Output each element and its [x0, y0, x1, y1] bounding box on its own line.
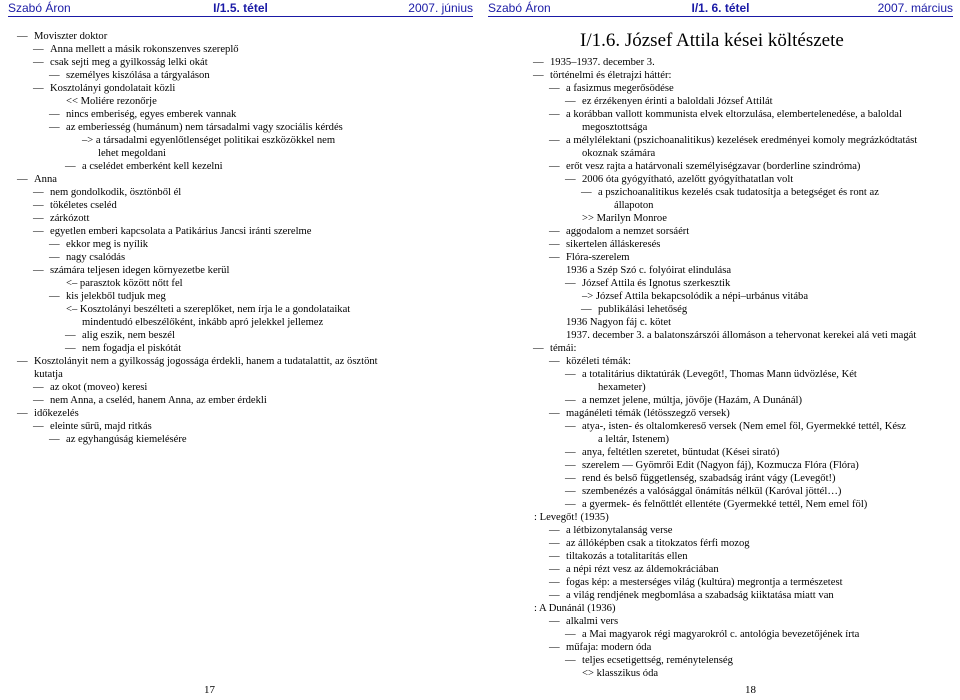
outline-line: — 1935–1937. december 3.	[534, 56, 954, 69]
page-number: 17	[204, 684, 215, 696]
outline-line: lehet megoldani	[98, 148, 166, 159]
outline-line: megosztottsága	[582, 122, 648, 133]
outline-line: — sikertelen álláskeresés	[534, 238, 954, 251]
outline-line: — a totalitárius diktatúrák (Levegőt!, Thomas Mann üdvözlése, Két	[534, 368, 954, 381]
right-page-header	[488, 0, 953, 17]
outline-line: — teljes ecsetigettség, reménytelenség	[534, 654, 954, 667]
page-number: 18	[745, 684, 756, 696]
outline-line: — nem fogadja el piskótát	[18, 342, 468, 355]
outline-line: — szembenézés a valósággal önámítás nélkül (Karóval jöttél…)	[534, 485, 954, 498]
outline-line: hexameter)	[598, 382, 646, 393]
outline-line: — Moviszter doktor	[18, 30, 468, 43]
header-date: 2007. március	[877, 1, 953, 15]
outline-line: –> József Attila bekapcsolódik a népi–urbánus vitába	[582, 291, 809, 302]
outline-line: — az egyhangúság kiemelésére	[18, 433, 468, 446]
header-section: I/1.5. tétel	[213, 1, 268, 15]
outline-line: : A Dunánál (1936)	[534, 603, 616, 614]
outline-line: — fogas kép: a mesterséges világ (kultúra) megrontja a természetest	[534, 576, 954, 589]
outline-line: — ez érzékenyen érinti a baloldali József Attilát	[534, 95, 954, 108]
left-page-outline	[18, 30, 468, 446]
outline-line: — eleinte sűrű, majd ritkás	[18, 420, 468, 433]
outline-line: — Flóra-szerelem	[534, 251, 954, 264]
outline-line: — zárkózott	[18, 212, 468, 225]
header-author: Szabó Áron	[8, 1, 71, 15]
outline-line: — József Attila és Ignotus szerkesztik	[534, 277, 954, 290]
outline-line: — a létbizonytalanság verse	[534, 524, 954, 537]
outline-line: — aggodalom a nemzet sorsáért	[534, 225, 954, 238]
outline-line: — anya, feltétlen szeretet, bűntudat (Kései sirató)	[534, 446, 954, 459]
outline-line: — a cselédet emberként kell kezelni	[18, 160, 468, 173]
outline-line: — történelmi és életrajzi háttér:	[534, 69, 954, 82]
outline-line: — a Mai magyarok régi magyarokról c. antológia bevezetőjének írta	[534, 628, 954, 641]
outline-line: — egyetlen emberi kapcsolata a Patikárius Jancsi iránti szerelme	[18, 225, 468, 238]
outline-line: — nem Anna, a cseléd, hanem Anna, az ember érdekli	[18, 394, 468, 407]
outline-line: — tiltakozás a totalitarítás ellen	[534, 550, 954, 563]
header-section: I/1. 6. tétel	[691, 1, 750, 15]
outline-line: <– parasztok között nőtt fel	[66, 278, 183, 289]
outline-line: — a pszichoanalitikus kezelés csak tudatosítja a betegséget és ront az	[534, 186, 954, 199]
outline-line: <> klasszikus óda	[582, 668, 659, 679]
outline-line: — Kosztolányi gondolatait közli	[18, 82, 468, 95]
header-date: 2007. június	[408, 1, 473, 15]
outline-line: — a korábban vallott kommunista elvek eltorzulása, elembertelenedése, a baloldal	[534, 108, 954, 121]
outline-line: — nem gondolkodik, ösztönből él	[18, 186, 468, 199]
outline-line: — az emberiesség (humánum) nem társadalmi vagy szociális kérdés	[18, 121, 468, 134]
right-page	[480, 0, 960, 700]
outline-line: — atya-, isten- és oltalomkereső versek (Nem emel föl, Gyermekké tettél, Kész	[534, 420, 954, 433]
outline-line: — kis jelekből tudjuk meg	[18, 290, 468, 303]
outline-line: — az állóképben csak a titokzatos férfi mozog	[534, 537, 954, 550]
outline-line: — Kosztolányit nem a gyilkosság jogossága érdekli, hanem a tudatalattit, az ösztönt	[18, 355, 468, 368]
outline-line: — tökéletes cseléd	[18, 199, 468, 212]
outline-line: állapoton	[614, 200, 654, 211]
header-author: Szabó Áron	[488, 1, 551, 15]
outline-line: — a fasizmus megerősödése	[534, 82, 954, 95]
outline-line: <– Kosztolányi beszélteti a szereplőket, nem írja le a gondolataikat	[66, 304, 351, 315]
page-title: I/1.6. József Attila kései költészete	[580, 30, 844, 51]
outline-line: — erőt vesz rajta a határvonali személyiségzavar (borderline szindróma)	[534, 160, 954, 173]
outline-line: — közéleti témák:	[534, 355, 954, 368]
outline-line: — műfaja: modern óda	[534, 641, 954, 654]
outline-line: — publikálási lehetőség	[534, 303, 954, 316]
outline-line: — Anna mellett a másik rokonszenves szereplő	[18, 43, 468, 56]
outline-line: : Levegőt! (1935)	[534, 512, 609, 523]
outline-line: a leltár, Istenem)	[598, 434, 670, 445]
outline-line: — nagy csalódás	[18, 251, 468, 264]
outline-line: — ekkor meg is nyílik	[18, 238, 468, 251]
outline-line: 1937. december 3. a balatonszárszói állomáson a tehervonat kerekei alá veti magát	[566, 330, 917, 341]
outline-line: — szerelem — Gyömrői Edit (Nagyon fáj), Kozmucza Flóra (Flóra)	[534, 459, 954, 472]
outline-line: >> Marilyn Monroe	[582, 213, 667, 224]
outline-line: — időkezelés	[18, 407, 468, 420]
outline-line: — alkalmi vers	[534, 615, 954, 628]
outline-line: — 2006 óta gyógyítható, azelőtt gyógyíthatatlan volt	[534, 173, 954, 186]
outline-line: — magánéleti témák (létösszegző versek)	[534, 407, 954, 420]
outline-line: — csak sejti meg a gyilkosság lelki okát	[18, 56, 468, 69]
outline-line: okoznak számára	[582, 148, 656, 159]
outline-line: << Moliére rezonőrje	[66, 96, 157, 107]
outline-line: mindentudó elbeszélőként, inkább apró jelekkel jellemez	[82, 317, 324, 328]
left-page-header	[8, 0, 473, 17]
outline-line: — a népi rézt vesz az áldemokráciában	[534, 563, 954, 576]
outline-line: — a mélylélektani (pszichoanalitikus) kezelések eredményei komoly megrázkódtatást	[534, 134, 954, 147]
outline-line: — nincs emberiség, egyes emberek vannak	[18, 108, 468, 121]
outline-line: — témái:	[534, 342, 954, 355]
outline-line: — a világ rendjének megbomlása a szabadság kiiktatása miatt van	[534, 589, 954, 602]
outline-line: — alig eszik, nem beszél	[18, 329, 468, 342]
outline-line: 1936 a Szép Szó c. folyóirat elindulása	[566, 265, 732, 276]
outline-line: — az okot (moveo) keresi	[18, 381, 468, 394]
outline-line: –> a társadalmi egyenlőtlenséget politikai eszközökkel nem	[82, 135, 336, 146]
outline-line: — a nemzet jelene, múltja, jövője (Hazám, A Dunánál)	[534, 394, 954, 407]
outline-line: — számára teljesen idegen környezetbe kerül	[18, 264, 468, 277]
outline-line: — személyes kiszólása a tárgyaláson	[18, 69, 468, 82]
outline-line: kutatja	[34, 369, 63, 380]
outline-line: — a gyermek- és felnőttlét ellentéte (Gyermekké tettél, Nem emel föl)	[534, 498, 954, 511]
outline-line: — Anna	[18, 173, 468, 186]
right-page-outline	[534, 30, 954, 680]
outline-line: — rend és belső függetlenség, szabadság iránt vágy (Levegőt!)	[534, 472, 954, 485]
outline-line: 1936 Nagyon fáj c. kötet	[566, 317, 672, 328]
